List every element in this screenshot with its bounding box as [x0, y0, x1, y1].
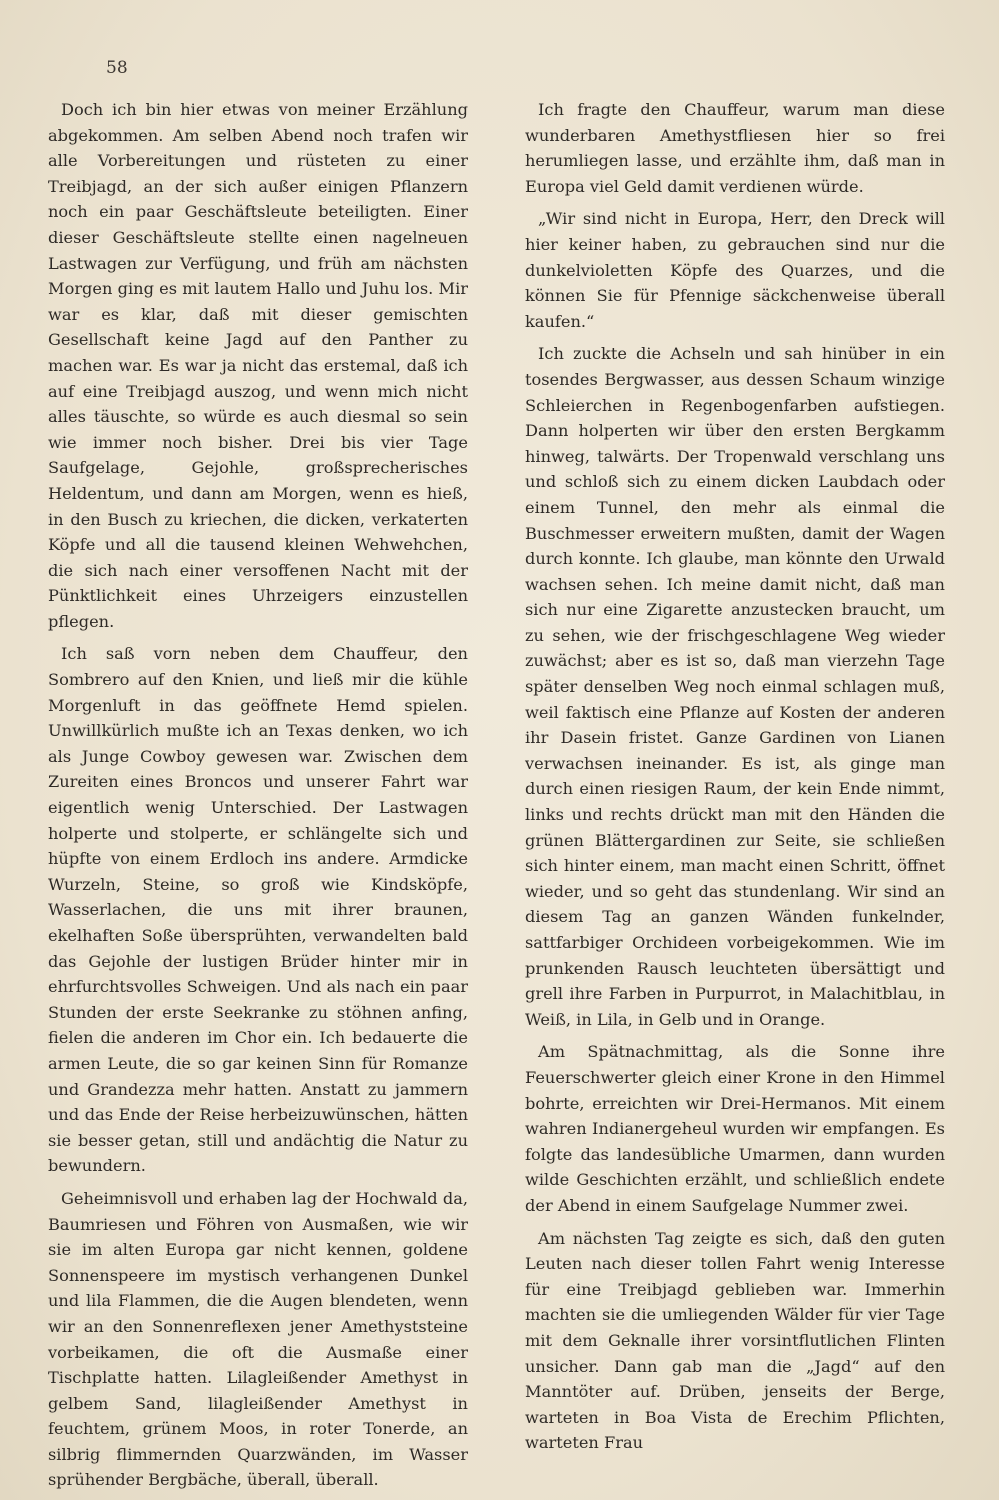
right-column: [525, 97, 945, 1463]
paragraph: Am nächsten Tag zeigte es sich, daß den guten Leuten nach dieser tollen Fahrt wenig Interesse für eine Treibjagd geblieben war. Immerhin machten sie die umliegenden Wälder für vier Tage mit dem Geknalle ihrer vorsintflutlichen Flinten unsicher. Dann gab man die „Jagd“ auf den Manntöter auf. Drüben, jenseits der Berge, warteten in Boa Vista de Erechim Pflichten, warteten Frau: [525, 1228, 945, 1453]
paragraph: Ich zuckte die Achseln und sah hinüber in ein tosendes Bergwasser, aus dessen Schaum winzige Schleierchen in Regenbogenfarben aufstiegen. Dann holperten wir über den ersten Bergkamm hinweg, talwärts. Der Tropenwald verschlang uns und schloß sich zu einem dicken Laubdach oder einem Tunnel, den mehr als einmal die Buschmesser erweitern mußten, damit der Wagen durch konnte. Ich glaube, man könnte den Urwald wachsen sehen. Ich meine damit nicht, daß man sich nur eine Zigarette anzustecken braucht, um zu sehen, wie der frischgeschlagene Weg wieder zuwächst; aber es ist so, daß man vierzehn Tage später denselben Weg noch einmal schlagen muß, weil faktisch eine Pflanze auf Kosten der anderen ihr Dasein fristet. Ganze Gardinen von Lianen verwachsen ineinander. Es ist, als ginge man durch einen riesigen Raum, der kein Ende nimmt, links und rechts drückt man mit den Händen die grünen Blättergardinen zur Seite, sie schließen sich hinter einem, man macht einen Schritt, öffnet wieder, und so geht das stundenlang. Wir sind an diesem Tag an ganzen Wänden funkelnder, sattfarbiger Orchideen vorbeigekommen. Wie im prunkenden Rausch leuchteten übersättigt und grell ihre Farben in Purpurrot, in Malachitblau, in Weiß, in Lila, in Gelb und in Orange.: [525, 344, 945, 1029]
left-column: [48, 97, 468, 1500]
paragraph: Doch ich bin hier etwas von meiner Erzählung abgekommen. Am selben Abend noch trafen wir alle Vorbereitungen und rüsteten zu einer Treibjagd, an der sich außer einigen Pflanzern noch ein paar Geschäftsleute beteiligten. Einer dieser Geschäftsleute stellte einen nagelneuen Lastwagen zur Verfügung, und früh am nächsten Morgen ging es mit lautem Hallo und Juhu los. Mir war es klar, daß mit dieser gemischten Gesellschaft keine Jagd auf den Panther zu machen war. Es war ja nicht das erstemal, daß ich auf eine Treibjagd auszog, und wenn mich nicht alles täuschte, so würde es auch diesmal so sein wie immer noch bisher. Drei bis vier Tage Saufgelage, Gejohle, großsprecherisches Heldentum, und dann am Morgen, wenn es hieß, in den Busch zu kriechen, die dicken, verkaterten Köpfe und all die tausend kleinen Wehwehchen, die sich nach einer versoffenen Nacht mit der Pünktlichkeit eines Uhrzeigers einzustellen pflegen.: [48, 100, 468, 631]
page-number: 58: [106, 58, 128, 78]
paragraph: Am Spätnachmittag, als die Sonne ihre Feuerschwerter gleich einer Krone in den Himmel bohrte, erreichten wir Drei-Hermanos. Mit einem wahren Indianergeheul wurden wir empfangen. Es folgte das landesübliche Umarmen, dann wurden wilde Geschichten erzählt, und schließlich endete der Abend in einem Saufgelage Nummer zwei.: [525, 1042, 945, 1215]
paragraph: Ich saß vorn neben dem Chauffeur, den Sombrero auf den Knien, und ließ mir die kühle Morgenluft in das geöffnete Hemd spielen. Unwillkürlich mußte ich an Texas denken, wo ich als Junge Cowboy gewesen war. Zwischen dem Zureiten eines Broncos und unserer Fahrt war eigentlich wenig Unterschied. Der Lastwagen holperte und stolperte, er schlängelte sich und hüpfte von einem Erdloch ins andere. Armdicke Wurzeln, Steine, so groß wie Kindsköpfe, Wasserlachen, die uns mit ihrer braunen, ekelhaften Soße übersprühten, verwandelten bald das Gejohle der lustigen Brüder hinter mir in ehrfurchtsvolles Schweigen. Und als nach ein paar Stunden der erste Seekranke zu stöhnen anfing, fielen die anderen im Chor ein. Ich bedauerte die armen Leute, die so gar keinen Sinn für Romanze und Grandezza mehr hatten. Anstatt zu jammern und das Ende der Reise herbeizuwünschen, hätten sie besser getan, still und andächtig die Natur zu bewundern.: [48, 644, 468, 1176]
paragraph: Geheimnisvoll und erhaben lag der Hochwald da, Baumriesen und Föhren von Ausmaßen, wie wir sie im alten Europa gar nicht kennen, goldene Sonnenspeere im mystisch verhangenen Dunkel und lila Flammen, die die Augen blendeten, wenn wir an den Sonnenreflexen jener Amethyststeine vorbeikamen, die oft die Ausmaße einer Tischplatte hatten. Lilagleißender Amethyst in gelbem Sand, lilagleißender Amethyst in feuchtem, grünem Moos, in roter Tonerde, an silbrig flimmernden Quarzwänden, im Wasser sprühender Bergbäche, überall, überall.: [48, 1188, 468, 1490]
paragraph: „Wir sind nicht in Europa, Herr, den Dreck will hier keiner haben, zu gebrauchen sind nur die dunkelvioletten Köpfe des Quarzes, und die können Sie für Pfennige säckchenweise überall kaufen.“: [525, 209, 945, 331]
paragraph: Ich fragte den Chauffeur, warum man diese wunderbaren Amethystfliesen hier so frei herumliegen lasse, und erzählte ihm, daß man in Europa viel Geld damit verdienen würde.: [525, 100, 945, 196]
